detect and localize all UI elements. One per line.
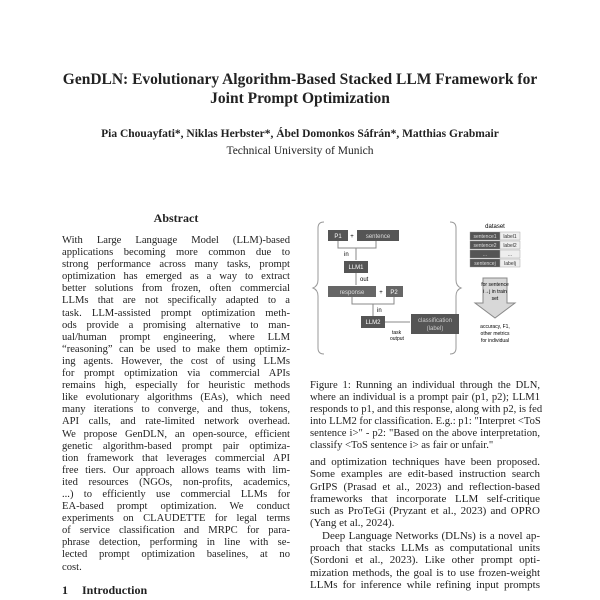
text-line: remains high, especially for heuristic methods [62, 380, 290, 392]
text-line: Figure 1: Running an individual through the DLN, [310, 380, 540, 391]
text-line: tion framework that leverages commercial API [62, 452, 290, 464]
section-title: Introduction [82, 583, 148, 597]
text-line: With Large Language Model (LLM)-based [62, 235, 290, 246]
text-line: strong performance across many tasks, prompt [62, 259, 290, 271]
text-line: LLMs for inference while refining input prompts [310, 578, 540, 591]
text-line: into LLM2 for classification. E.g.: p1: "Interpret <ToS [310, 416, 541, 428]
in-label: in [377, 308, 382, 314]
classification-label: (label) [426, 326, 444, 332]
dataset-cell-text: labelj [504, 261, 516, 267]
text-line: free tiers. Our approach allows teams with lim- [62, 464, 290, 476]
text-line: responds to p1, and this response, along with p2, is fed [310, 404, 543, 416]
title-line: GenDLN: Evolutionary Algorithm-Based Stacked LLM Framework for [62, 71, 538, 88]
paper-title [40, 70, 560, 108]
text-line: Some examples are edit-based instruction search [310, 468, 540, 481]
loop-label: i→j in train [483, 289, 507, 295]
dataset-table [470, 232, 520, 267]
dataset-title: dataset [485, 224, 505, 230]
text-line: EA-based prompt optimization. We conduct [62, 501, 290, 513]
metrics-label: for individual [480, 338, 510, 344]
text-line: ing agents. However, the cost of using LLMs [62, 355, 290, 367]
text-line: where an individual is a prompt pair (p1, p2); LLM1 [310, 392, 540, 404]
text-line: ited resources (NGOs, non-profits, academics, [62, 476, 290, 488]
text-line: ods provide a promising alternative to man- [62, 319, 290, 331]
text-line: Deep Language Networks (DLNs) is a novel ap- [322, 529, 540, 542]
text-line: many iterations to converge, and thus, tokens, [62, 404, 290, 416]
text-line: (Yang et al., 2024). [310, 517, 395, 530]
text-line: (Sordoni et al., 2023). Like other prompt opti- [310, 554, 540, 567]
abstract-heading: Abstract [153, 211, 199, 225]
task-output-label: task [392, 330, 402, 336]
in-label: in [344, 252, 349, 258]
dataset-cell-text: sentencej [474, 261, 496, 267]
title-line: Joint Prompt Optimization [210, 90, 390, 107]
response-label: response [339, 290, 365, 296]
authors: Pia Chouayfati*, Niklas Herbster*, Ábel Domonkos Sáfrán*, Matthias Grabmair [101, 128, 499, 140]
text-line: phrase detection, performing in line with se- [62, 537, 290, 549]
task-output-label: output [390, 336, 404, 342]
llm2-label: LLM2 [365, 320, 381, 326]
loop-label: set [491, 296, 499, 302]
text-line: applications becoming more common due to [62, 247, 290, 259]
metrics-label: accuracy, F1, [480, 324, 510, 330]
dataset-cell-text: ... [507, 252, 513, 258]
dataset-cell-text: label2 [503, 243, 517, 249]
out-label: out [360, 277, 369, 283]
metrics-label: other metrics [480, 331, 510, 337]
dataset-cell-text: sentence1 [473, 234, 497, 240]
text-line: such as ProTeGi (Pryzant et al., 2023) and OPRO [310, 505, 540, 518]
plus-sign: + [350, 234, 354, 240]
arrow-in-2 [352, 297, 394, 316]
text-line: sentence i>" - p2: "Based on the above interpretation, [310, 428, 540, 440]
text-line: proach that stacks LLMs as computational units [310, 542, 540, 555]
text-line: better solutions from frozen, often commercial [62, 283, 290, 295]
right-brace [450, 222, 461, 354]
text-line: API calls, and rate-limited network overhead. [62, 416, 290, 428]
text-line: and optimization techniques have been proposed. [310, 456, 540, 468]
dataset-cell-text: label1 [503, 234, 517, 240]
left-brace [313, 222, 324, 354]
text-line: task. LLM-assisted prompt optimization meth- [62, 307, 290, 319]
text-line: frameworks that incorporate LLM self-critique [310, 492, 540, 505]
body-text [310, 456, 540, 591]
loop-label: for sentence [481, 282, 509, 288]
text-line: like evolutionary algorithms (EAs), which need [62, 392, 290, 404]
text-line: GrIPS (Prasad et al., 2023) and reflection-based [310, 480, 540, 493]
text-line: optimization has emerged as a way to extract [62, 271, 290, 283]
dataset-cell-text: sentence2 [473, 243, 497, 249]
sentence-label: sentence [365, 234, 391, 240]
p2-label: P2 [390, 290, 398, 296]
p1-label: P1 [334, 234, 342, 240]
section-heading [62, 583, 161, 598]
figure-caption [310, 380, 543, 453]
text-line: experiments on CLAUDETTE for legal terms [62, 513, 290, 525]
abstract-text [62, 235, 290, 574]
text-line: LLMs that are not specifically adapted to a [62, 295, 290, 307]
dataset-cell-text: ... [482, 252, 488, 258]
text-line: cost. [62, 561, 82, 573]
figure-1-diagram [310, 218, 542, 358]
text-line: of service classification and MRPC for para- [62, 525, 290, 537]
text-line: We propose GenDLN, an open-source, efficient [62, 428, 290, 440]
plus-sign: + [379, 290, 383, 296]
section-number: 1 [62, 583, 68, 597]
text-line: “reasoning” can be used to make them optimiz- [62, 343, 290, 355]
text-line: mization methods, the goal is to use frozen-weight [310, 566, 540, 579]
llm1-label: LLM1 [348, 265, 364, 271]
text-line: lected prompt optimization baselines, at no [62, 549, 290, 561]
text-line: classify <ToS sentence i> as fair or unfair." [310, 440, 494, 452]
text-line: ual/human prompt engineering, where LLM [62, 331, 290, 343]
text-line: ...) to efficiently use commercial LLMs for [62, 488, 290, 500]
classification-label: classification [417, 318, 453, 324]
affiliation: Technical University of Munich [226, 145, 374, 157]
text-line: for prompt optimization via commercial APIs [62, 368, 290, 380]
text-line: genetic algorithm-based prompt pair optimiza- [62, 440, 290, 452]
